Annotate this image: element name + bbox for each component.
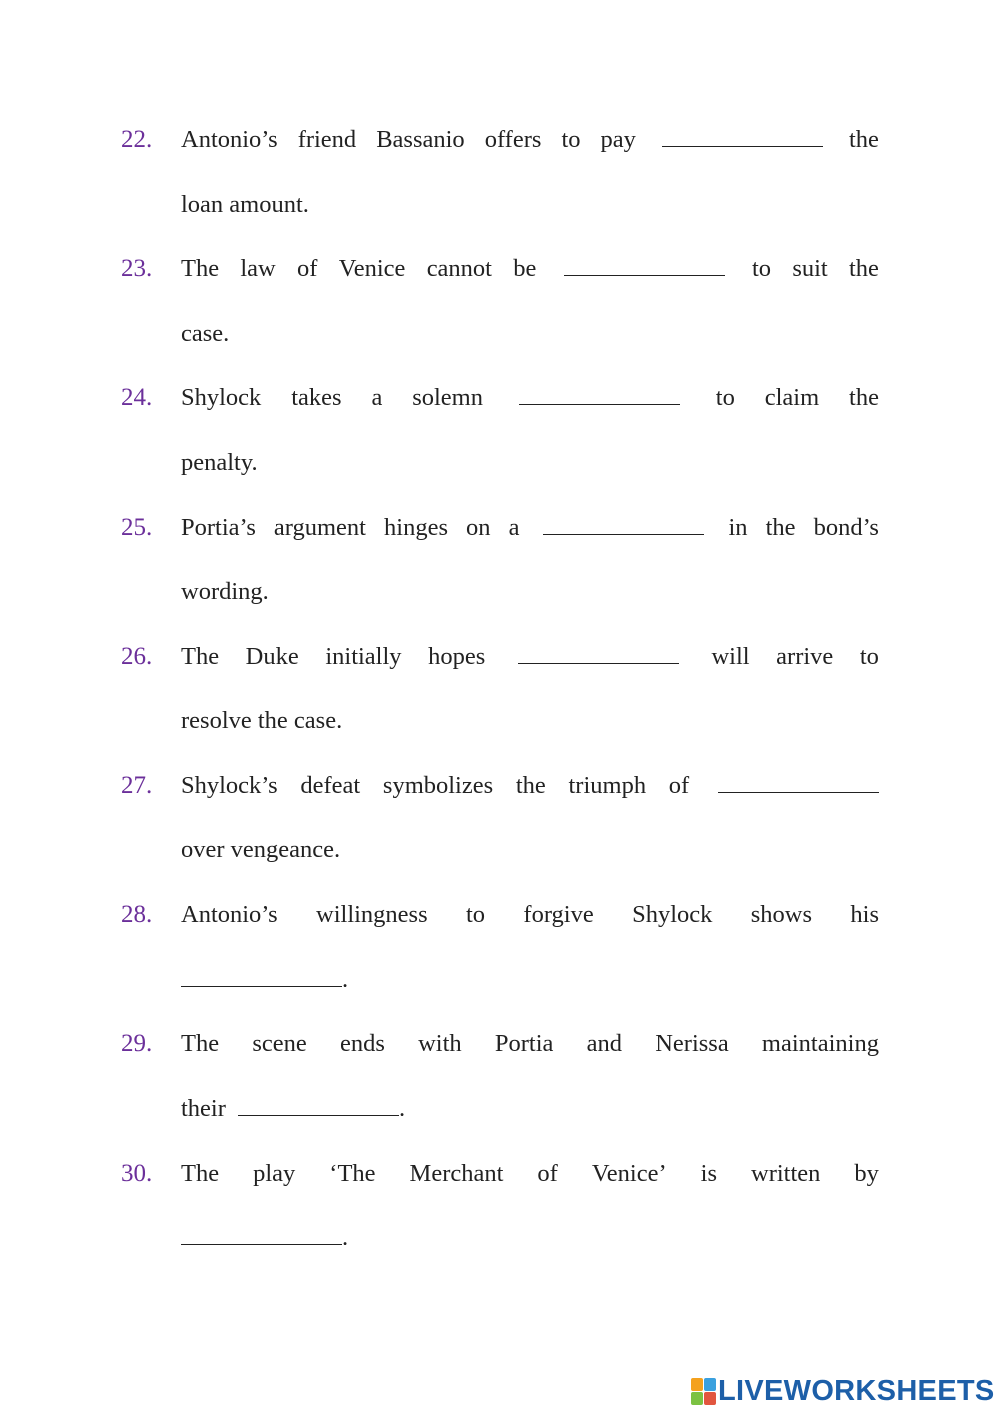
question-word: claim	[764, 384, 820, 412]
question-text-line-2	[181, 1218, 879, 1258]
question-word: Venice	[338, 255, 406, 283]
answer-blank[interactable]	[238, 1089, 399, 1116]
question-word: the	[849, 255, 879, 283]
question-text-line-2	[181, 314, 879, 354]
question-word: pay	[600, 126, 636, 153]
question-word: Merchant	[409, 1159, 504, 1187]
question-word: Portia’s	[181, 513, 256, 541]
question-word: the	[849, 384, 879, 412]
question-word: friend	[297, 126, 357, 153]
question-word: maintaining	[761, 1030, 879, 1058]
question-text-line-1	[181, 120, 879, 160]
question-text-line-1	[181, 508, 879, 548]
question-word: hinges	[384, 513, 448, 541]
question-word: with	[418, 1030, 462, 1058]
question-word: his	[850, 901, 879, 929]
question-number: 23.	[121, 255, 153, 283]
question-text: case.	[181, 319, 230, 347]
question-word: Shylock’s	[181, 771, 278, 799]
question-text-line-2	[181, 701, 879, 741]
question-word: willingness	[316, 901, 428, 929]
question-word: Bassanio	[376, 126, 465, 153]
answer-blank[interactable]	[181, 1218, 342, 1245]
question-number: 24.	[121, 384, 153, 412]
answer-blank[interactable]	[718, 766, 879, 793]
question-word: to	[466, 901, 486, 929]
question-word: symbolizes	[382, 771, 494, 799]
question-word: forgive	[523, 901, 594, 929]
question-word: law	[240, 255, 276, 283]
question-item	[0, 496, 1000, 625]
answer-blank[interactable]	[564, 249, 725, 276]
question-word: solemn	[412, 384, 483, 412]
question-word: arrive	[776, 642, 834, 670]
question-word: Antonio’s	[181, 126, 278, 153]
question-text: penalty.	[181, 448, 258, 476]
question-word: Venice’	[591, 1159, 667, 1187]
question-number: 27.	[121, 771, 153, 799]
question-text-line-1	[181, 766, 879, 806]
question-word: Shylock	[181, 384, 262, 412]
question-word: of	[537, 1159, 558, 1187]
question-word: offers	[484, 126, 542, 153]
question-number: 22.	[121, 126, 153, 153]
question-word: Portia	[494, 1030, 554, 1058]
question-word: on	[466, 513, 491, 541]
question-word: to	[715, 384, 735, 412]
question-word: play	[253, 1159, 296, 1187]
question-text: .	[399, 1094, 406, 1122]
question-word: cannot	[426, 255, 492, 283]
answer-blank[interactable]	[181, 960, 342, 987]
question-word: hopes	[428, 642, 486, 670]
question-text: their	[181, 1094, 233, 1122]
question-item	[0, 237, 1000, 366]
question-item	[0, 754, 1000, 883]
question-number: 25.	[121, 513, 153, 541]
question-text-line-2	[181, 185, 879, 225]
question-word: by	[854, 1159, 879, 1187]
answer-blank[interactable]	[543, 508, 704, 535]
question-text-line-1	[181, 249, 879, 289]
question-text-line-1	[181, 1024, 879, 1064]
question-item	[0, 625, 1000, 754]
answer-blank[interactable]	[518, 637, 679, 664]
question-text: loan amount.	[181, 190, 309, 218]
brand-logo	[691, 1376, 995, 1406]
question-item	[0, 1012, 1000, 1141]
question-word: scene	[252, 1030, 307, 1058]
question-text-line-2	[181, 830, 879, 870]
question-word: to	[561, 126, 581, 153]
question-word: a	[508, 513, 520, 541]
question-text-line-1	[181, 637, 879, 677]
question-word: The	[181, 642, 220, 670]
question-number: 29.	[121, 1030, 153, 1058]
answer-blank[interactable]	[519, 378, 680, 405]
question-item	[0, 1142, 1000, 1271]
question-word: written	[751, 1159, 821, 1187]
question-word: the	[765, 513, 796, 541]
question-number: 28.	[121, 901, 153, 929]
question-word: Shylock	[632, 901, 713, 929]
question-word: ends	[339, 1030, 385, 1058]
question-word: will	[711, 642, 750, 670]
question-word: The	[181, 1159, 220, 1187]
question-number: 26.	[121, 642, 153, 670]
answer-blank[interactable]	[662, 120, 823, 147]
question-item	[0, 366, 1000, 495]
question-text-line-2	[181, 443, 879, 483]
question-text: wording.	[181, 578, 269, 606]
question-word: initially	[325, 642, 402, 670]
question-text: resolve the case.	[181, 707, 343, 735]
question-word: to	[859, 642, 879, 670]
question-word: the	[515, 771, 546, 799]
question-number: 30.	[121, 1159, 153, 1187]
question-word: shows	[750, 901, 813, 929]
question-word: the	[848, 126, 879, 153]
question-word: Duke	[245, 642, 299, 670]
question-text: .	[342, 1224, 349, 1251]
question-word: and	[586, 1030, 622, 1058]
question-word: suit	[792, 255, 828, 283]
question-list	[0, 108, 1000, 1271]
question-word: triumph	[568, 771, 647, 799]
question-word: be	[513, 255, 537, 283]
question-text-line-2	[181, 1089, 879, 1129]
question-word: a	[371, 384, 383, 412]
question-word: to	[751, 255, 772, 283]
question-text-line-1	[181, 378, 879, 418]
question-word: of	[668, 771, 690, 799]
question-word: Antonio’s	[181, 901, 278, 929]
question-word: bond’s	[813, 513, 879, 541]
question-word: in	[728, 513, 748, 541]
brand-name: LIVEWORKSHEETS	[718, 1375, 995, 1407]
question-text-line-1	[181, 1154, 879, 1194]
question-text-line-2	[181, 960, 879, 1000]
question-word: ‘The	[329, 1159, 376, 1187]
question-item	[0, 108, 1000, 237]
question-text-line-2	[181, 572, 879, 612]
question-word: The	[181, 1030, 220, 1058]
question-word: argument	[273, 513, 366, 541]
question-word: The	[181, 255, 220, 283]
liveworksheets-logo-icon	[691, 1378, 715, 1404]
question-text: over vengeance.	[181, 836, 341, 864]
question-text: .	[342, 965, 349, 993]
question-word: takes	[291, 384, 342, 412]
question-item	[0, 883, 1000, 1012]
question-word: is	[700, 1159, 717, 1187]
question-word: of	[297, 255, 318, 283]
question-word: defeat	[300, 771, 361, 799]
question-word: Nerissa	[655, 1030, 729, 1058]
question-text-line-1	[181, 895, 879, 935]
